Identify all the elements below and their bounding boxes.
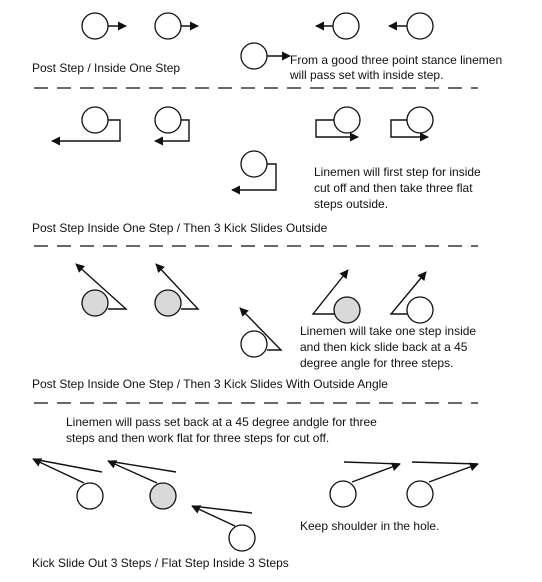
section-3-caption: Post Step Inside One Step / Then 3 Kick Slides With Outside Angle [32,377,388,391]
player-step-then-angle-slide [76,264,126,316]
player-kick-slide-out-right [407,462,478,507]
player-step-then-angle-slide [155,264,198,316]
section-4-players [33,459,478,551]
player-step-then-angle-slide [313,270,360,323]
player-step-left [389,13,433,39]
player-kick-slide-out [33,459,103,509]
section-2-caption: Post Step Inside One Step / Then 3 Kick Slides Outside [32,221,328,235]
section-4-note-secondary: Keep shoulder in the hole. [300,519,440,533]
section-4-note-line-1: Linemen will pass set back at a 45 degree andgle for three [66,415,377,429]
player-step-then-slide-right [316,107,360,137]
section-2-note-line-1: Linemen will first step for inside [314,165,481,179]
section-1-note-line-2: will pass set with inside step. [290,68,444,82]
player-step-then-angle-slide [240,308,281,357]
section-3-note-line-2: and then kick slide back at a 45 [300,340,468,354]
section-3-note-line-3: degree angle for three steps. [300,356,454,370]
section-2-note-line-2: cut off and then take three flat [314,181,473,195]
section-4-caption: Kick Slide Out 3 Steps / Flat Step Inside 3 Steps [32,556,289,570]
player-step-right [82,13,126,39]
section-1-note-line-1: From a good three point stance linemen [290,53,503,67]
player-step-then-slide-left [52,107,120,141]
player-step-then-slide-left [155,107,189,141]
player-step-then-slide-right [391,107,433,137]
player-kick-slide-out [192,506,255,551]
player-step-right [155,13,198,39]
section-1-caption: Post Step / Inside One Step [32,61,181,75]
player-step-left [316,13,359,39]
player-step-then-angle-slide [391,272,433,323]
section-4-note-line-2: steps and then work flat for three steps for cut off. [66,431,330,445]
player-step-then-slide-left [232,151,276,190]
player-kick-slide-out-right [330,462,400,507]
section-2-note-line-3: steps outside. [314,197,389,211]
player-kick-slide-out [108,461,176,509]
section-3-note-line-1: Linemen will take one step inside [300,324,477,338]
player-step-right [241,43,290,69]
